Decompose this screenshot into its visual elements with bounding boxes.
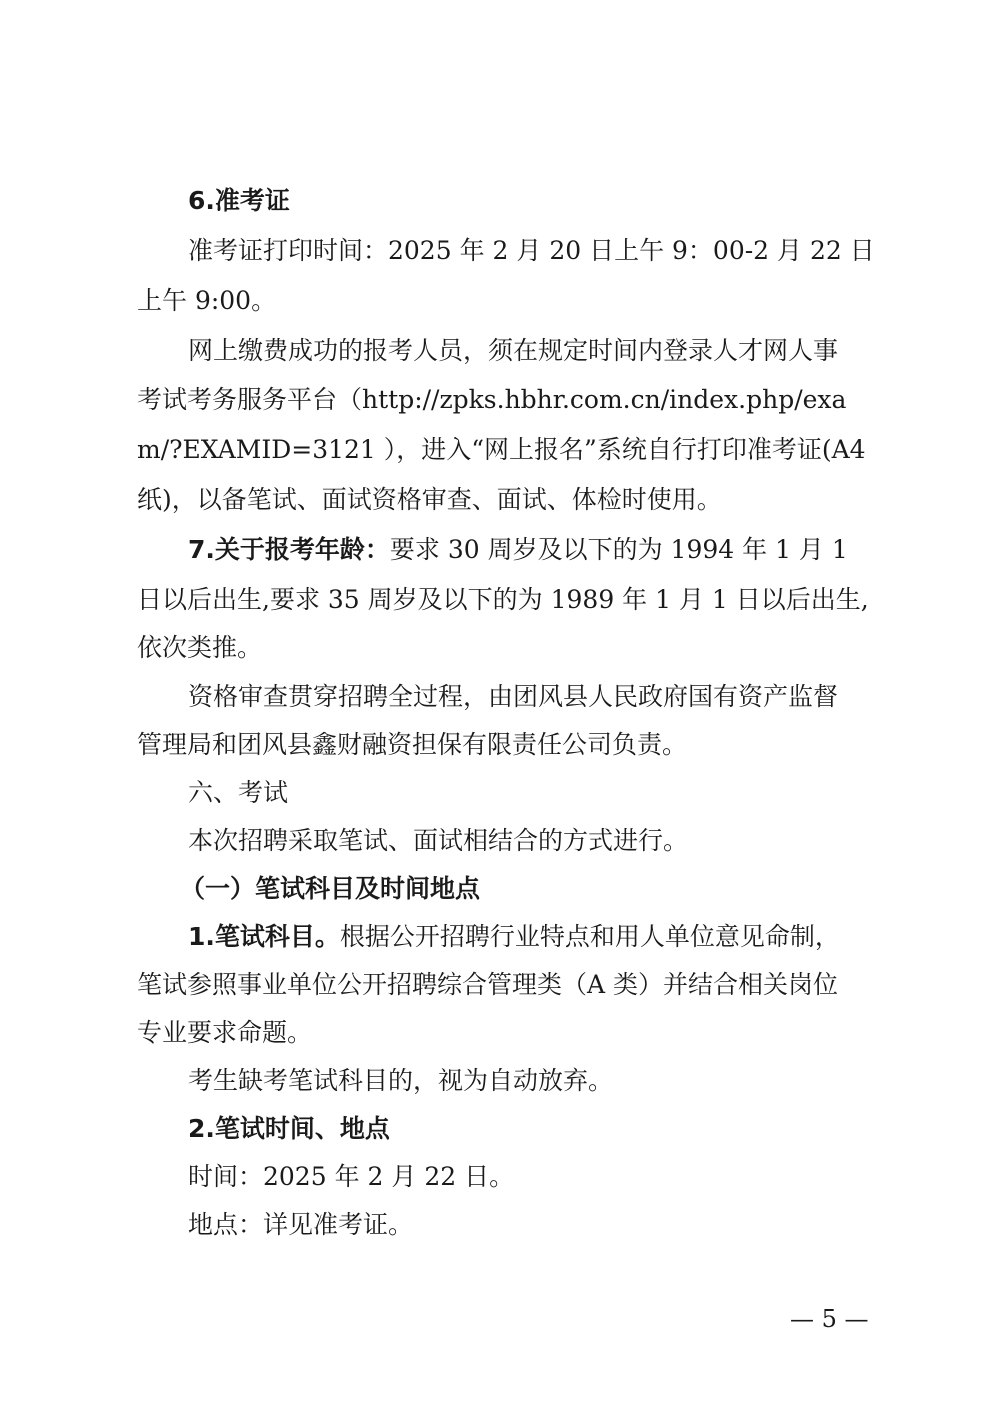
heading-section-exam: 六、考试 xyxy=(188,778,289,807)
paragraph-age-line-3: 依次类推。 xyxy=(137,633,263,662)
paragraph-age-line-1 xyxy=(0,535,992,565)
subject-bold-lead: 1.笔试科目。 xyxy=(188,922,340,951)
paragraph-qualification-line-1: 资格审查贯穿招聘全过程，由团风县人民政府国有资产监督 xyxy=(188,682,839,711)
heading-admission-ticket: 6.准考证 xyxy=(188,186,290,215)
paragraph-exam-intro: 本次招聘采取笔试、面试相结合的方式进行。 xyxy=(188,826,689,855)
paragraph-admission-time-line-2: 上午 9:00。 xyxy=(137,286,277,315)
heading-written-exam-subjects: （一）笔试科目及时间地点 xyxy=(180,874,481,903)
paragraph-exam-place: 地点：详见准考证。 xyxy=(188,1210,414,1239)
age-bold-lead: 7.关于报考年龄： xyxy=(188,535,390,564)
paragraph-subject-line-1 xyxy=(0,922,992,952)
paragraph-age-line-2: 日以后出生,要求 35 周岁及以下的为 1989 年 1 月 1 日以后出生, xyxy=(137,585,869,614)
paragraph-admission-print-line-1: 网上缴费成功的报考人员，须在规定时间内登录人才网人事 xyxy=(188,336,839,365)
paragraph-exam-time: 时间：2025 年 2 月 22 日。 xyxy=(188,1162,515,1191)
heading-exam-time-place: 2.笔试时间、地点 xyxy=(188,1114,390,1143)
page-number: — 5 — xyxy=(790,1305,869,1333)
paragraph-qualification-line-2: 管理局和团风县鑫财融资担保有限责任公司负责。 xyxy=(137,730,688,759)
subject-line-1-text: 根据公开招聘行业特点和用人单位意见命制， xyxy=(339,922,840,951)
paragraph-admission-print-line-2: 考试考务服务平台（http://zpks.hbhr.com.cn/index.php/exa xyxy=(137,385,847,414)
paragraph-admission-print-line-4: 纸)，以备笔试、面试资格审查、面试、体检时使用。 xyxy=(137,485,722,514)
paragraph-admission-time-line-1: 准考证打印时间：2025 年 2 月 20 日上午 9：00-2 月 22 日 xyxy=(188,236,875,265)
age-line-1-text: 要求 30 周岁及以下的为 1994 年 1 月 1 xyxy=(389,535,848,564)
paragraph-admission-print-line-3: m/?EXAMID=3121 ），进入“网上报名”系统自行打印准考证(A4 xyxy=(137,435,866,464)
paragraph-subject-line-2: 笔试参照事业单位公开招聘综合管理类（A 类）并结合相关岗位 xyxy=(137,970,839,999)
paragraph-absent: 考生缺考笔试科目的，视为自动放弃。 xyxy=(188,1066,614,1095)
paragraph-subject-line-3: 专业要求命题。 xyxy=(137,1018,313,1047)
